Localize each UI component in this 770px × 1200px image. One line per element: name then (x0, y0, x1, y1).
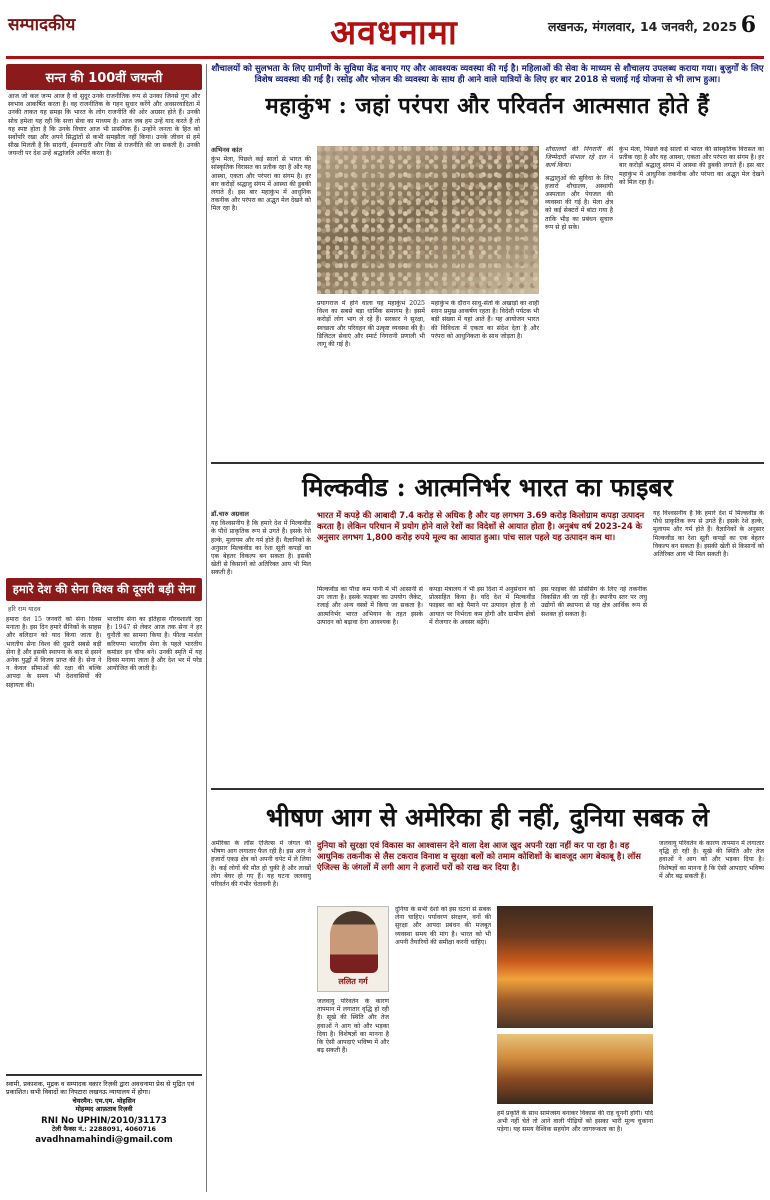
milkweed-col-3: कपड़ा मंत्रालय ने भी इस दिशा में अनुसंधान को प्रोत्साहित किया है। यदि देश में मिल्कवीड फाइबर का बड़े पैमाने पर उत्पादन होता है तो आयात पर निर्भरता कम होगी और ग्रामीण क्षेत्रों में रोजगार के अवसर बढ़ेंगे। (429, 586, 535, 626)
milkweed-col-1 (211, 510, 311, 785)
column-divider (206, 64, 207, 1192)
masthead (6, 6, 764, 66)
imprint-phone: टेली फैक्स नं.: 2288091, 4060716 (51, 1125, 156, 1134)
mahakumbh-byline: अभिनव कांत (211, 146, 243, 154)
imprint-chairman: चेयरमैन: एम.एम. मोहसिन (72, 1096, 136, 1105)
mahakumbh-col-2: प्रयागराज में होने वाला यह महाकुंभ 2025 विश्व का सबसे बड़ा धार्मिक समागम है। इसमें करोड़ों लोग भाग ले रहे हैं। सरकार ने सुरक्षा, स्वच्छता और परिवहन की उत्कृष्ट व्यवस्था की है। डिजिटल सेवाएं और स्मार्ट निगरानी प्रणाली भी लागू की गई है। (317, 300, 425, 349)
imprint-text: स्वामी, प्रकाशक, मुद्रक व सम्पादक वक़ार रिज़वी द्वारा अवधनामा प्रेस से मुद्रित एवं प्रकाशित। सभी विवादों का निपटारा लखनऊ न्यायालय में होगा। (6, 1080, 195, 1097)
mahakumbh-col-4-text: श्रद्धालुओं की सुविधा के लिए हजारों शौचालय, अस्थायी अस्पताल और पेयजल की व्यवस्था की गई है। मेला क्षेत्र को कई सेक्टरों में बांटा गया है ताकि भीड़ का प्रबंधन सुचारु रूप से हो सके। (545, 174, 613, 231)
army-article-byline: हरि राम यादव (8, 605, 41, 613)
newspaper-logo (264, 6, 524, 56)
rni-number: RNI No UPHIN/2010/31173 (41, 1115, 167, 1126)
milkweed-byline: डॉ.चारु अग्रवाल (211, 510, 249, 518)
author-box (317, 906, 389, 992)
wildfire-col-2: जलवायु परिवर्तन के कारण तापमान में लगातार वृद्धि हो रही है। सूखे की स्थिति और तेज हवाओं ने आग को और भड़का दिया है। विशेषज्ञों का मानना है कि ऐसी आपदाएं भविष्य में और बढ़ सकती हैं। (317, 998, 389, 1055)
left-column (6, 64, 202, 1192)
milkweed-dek: भारत में कपड़े की आबादी 7.4 करोड़ से अधिक है और यह लगभग 3.69 करोड़ किलोग्राम कपड़ा उत्पादन करता है। लेकिन परिधान में प्रयोग होने वाले रेशों का विदेशों से आयात होता है। अनुबंध वर्ष 2023-24 के अनुसार लगभग 1,800 करोड़ रुपये मूल्य का आयात हुआ। पांच साल पहले यह उत्पादन कम था। (317, 510, 645, 542)
mahakumbh-dek: शौचालयों को सुलभता के लिए ग्रामीणों के सुविधा केंद्र बनाए गए और आवश्यक व्यवस्था की गई है। महिलाओं की सेवा के माध्यम से शौचालय उपलब्ध कराया गया। बुजुर्गों के लिए विशेष व्यवस्था की गई है। रसोइ और भोजन की व्यवस्था के साथ ही आने वाले यात्रियों के लिए हर बार 2018 से चलाई गई योजना से भी लाभ हुआ। (211, 64, 764, 85)
mahakumbh-story (211, 64, 764, 462)
wildfire-col-1: अमेरिका के लॉस एंजिल्स में जंगल की भीषण आग लगातार फैल रही है। इस आग ने हजारों एकड़ क्षेत्र को अपनी चपेट में ले लिया है। कई लोगों की मौत हो चुकी है और लाखों लोग बेघर हो गए हैं। यह घटना जलवायु परिवर्तन की गंभीर चेतावनी है। (211, 840, 311, 889)
lead-editorial-body: आज जो कल जन्म आज है वो सुदूर उनके राजनीतिक रूप से उनका जिनसे गुण और स्वभाव आकर्षित करता है। वह राजनीतिक के गहन सुधार करेंगे और अवसरवादिता में उनकी ताकत यह समझ कि भारत के लोग राजनीति की ओर अग्रसर होते हैं। उनकी सोच हमेशा यह रही कि सत्ता सेवा का माध्यम है। आज जब हम उन्हें याद करते हैं तो यह स्पष्ट होता है कि उनके विचार आज भी प्रासंगिक हैं। उन्होंने जनता के हित को सर्वोपरि रखा और अपने सिद्धांतों से कभी समझौता नहीं किया। उनके जीवन से हमें सीख मिलती है कि सादगी, ईमानदारी और निष्ठा से राजनीति की जा सकती है। उनकी जयन्ती पर देश उन्हें श्रद्धांजलि अर्पित करता है। (8, 93, 200, 158)
wildfire-photo-1 (497, 906, 653, 1028)
milkweed-headline: मिल्कवीड : आत्मनिर्भर भारत का फाइबर (302, 473, 673, 502)
author-photo (330, 911, 378, 973)
mahakumbh-col-1 (211, 146, 311, 458)
mahakumbh-col-3: महाकुंभ के दौरान साधु-संतों के अखाड़ों का शाही स्नान प्रमुख आकर्षण रहता है। विदेशी पर्यटक भी बड़ी संख्या में यहां आते हैं। यह आयोजन भारत की विविधता में एकता का संदेश देता है और परंपरा को आधुनिकता के साथ जोड़ता है। (431, 300, 539, 340)
mahakumbh-headline: महाकुंभ : जहां परंपरा और परिवर्तन आत्मसात होते हैं (265, 93, 710, 119)
wildfire-col-3: दुनिया के सभी देशों को इस घटना से सबक लेना चाहिए। पर्यावरण संरक्षण, वनों की सुरक्षा और आपदा प्रबंधन की मजबूत व्यवस्था समय की मांग है। भारत को भी अपनी तैयारियों की समीक्षा करनी चाहिए। (395, 906, 491, 946)
masthead-rule (6, 56, 764, 59)
lead-editorial-title: सन्त की 100वीं जयन्ती (6, 64, 202, 90)
wildfire-photo-2 (497, 1034, 653, 1104)
mahakumbh-col-1-text: कुंभ मेला, पिछले कई सालों से भारत की सांस्कृतिक विरासत का प्रतीक रहा है और यह आस्था, एकता और परंपरा का संगम है। हर बार करोड़ों श्रद्धालु संगम में आस्था की डुबकी लगाते हैं। इस बार महाकुंभ में आधुनिक तकनीक और परंपरा का अद्भुत मेल देखने को मिल रहा है। (211, 156, 311, 213)
section-title: सम्पादकीय (8, 15, 76, 35)
army-article-title: हमारे देश की सेना विश्व की दूसरी बड़ी सेना (6, 578, 202, 601)
wildfire-col-4: हमें प्रकृति के साथ सामंजस्य बनाकर विकास की राह चुननी होगी। यदि अभी नहीं चेते तो आने वाली पीढ़ियों को इसका भारी मूल्य चुकाना पड़ेगा। यह समय वैश्विक सहयोग और जागरूकता का है। (497, 1110, 653, 1134)
wildfire-col-5: जलवायु परिवर्तन के कारण तापमान में लगातार वृद्धि हो रही है। सूखे की स्थिति और तेज हवाओं ने आग को और भड़का दिया है। विशेषज्ञों का मानना है कि ऐसी आपदाएं भविष्य में और बढ़ सकती हैं। (659, 840, 764, 880)
army-article (6, 578, 202, 1036)
mahakumbh-col-4 (545, 146, 613, 458)
wildfire-dek: दुनिया को सुरक्षा एवं विकास का आश्वासन देने वाला देश आज खुद अपनी रक्षा नहीं कर पा रहा है। वह आधुनिक तकनीक से लैस टकराव विनाश व सुरक्षा बलों को तमाम कोशिशों के बावजूद आग बेकाबू है। लॉस एंजिल्स के जंगलों में लगी आग ने हजारों घरों को राख कर दिया है। (317, 840, 641, 872)
author-name: ललित गर्ग (338, 977, 368, 986)
milkweed-story (211, 462, 764, 787)
kumbh-crowd-photo (317, 146, 539, 294)
page-number: 6 (740, 12, 756, 38)
imprint (6, 1074, 202, 1145)
milkweed-col-4: इस फाइबर की प्रोसेसिंग के लिए नई तकनीक विकसित की जा रही है। स्थानीय स्तर पर लघु उद्योगों की स्थापना से यह क्षेत्र आर्थिक रूप से सशक्त हो सकता है। (541, 586, 647, 618)
logo-text: अवधनामा (330, 13, 458, 53)
main-area (211, 64, 764, 1192)
mahakumbh-caption: शौचालयों की निगरानी की जिम्मेदारी संभाल रहे दल ने कार्य किया। (545, 146, 613, 170)
mahakumbh-col-5: कुंभ मेला, पिछले कई सालों से भारत की सांस्कृतिक विरासत का प्रतीक रहा है और यह आस्था, एकता और परंपरा का संगम है। हर बार करोड़ों श्रद्धालु संगम में आस्था की डुबकी लगाते हैं। इस बार महाकुंभ में आधुनिक तकनीक और परंपरा का अद्भुत मेल देखने को मिल रहा है। (619, 146, 764, 186)
milkweed-col-1-text: यह विश्वसनीय है कि हमारे देश में मिल्कवीड के पौधे प्राकृतिक रूप से उगते हैं। इसके रेशे हल्के, मुलायम और गर्म होते हैं। वैज्ञानिकों के अनुसार मिल्कवीड का रेशा सूती कपड़ों का एक बेहतर विकल्प बन सकता है। इसकी खेती से किसानों को अतिरिक्त आय भी मिल सकती है। (211, 520, 311, 577)
milkweed-col-5: यह विश्वसनीय है कि हमारे देश में मिल्कवीड के पौधे प्राकृतिक रूप से उगते हैं। इसके रेशे हल्के, मुलायम और गर्म होते हैं। वैज्ञानिकों के अनुसार मिल्कवीड का रेशा सूती कपड़ों का एक बेहतर विकल्प बन सकता है। इसकी खेती से किसानों को अतिरिक्त आय भी मिल सकती है। (653, 510, 764, 559)
wildfire-story (211, 788, 764, 1192)
dateline: लखनऊ, मंगलवार, 14 जनवरी, 2025 (548, 19, 738, 34)
wildfire-headline: भीषण आग से अमेरिका ही नहीं, दुनिया सबक ले (265, 803, 710, 832)
newspaper-page (6, 6, 764, 1194)
imprint-managing: मोहम्मद आफ़ताब रिज़वी (75, 1105, 133, 1114)
army-article-col-1: हमारा देश 15 जनवरी को सेना दिवस मनाता है। इस दिन हमारे सैनिकों के साहस और बलिदान को याद किया जाता है। भारतीय सेना विश्व की दूसरी सबसे बड़ी सेना है और इसकी स्थापना के बाद से इसने अनेक युद्धों में विजय प्राप्त की है। सेना ने न केवल सीमाओं की रक्षा की बल्कि आपदा के समय भी देशवासियों की सहायता की। (6, 616, 102, 689)
army-article-col-2: भारतीय सेना का इतिहास गौरवशाली रहा है। 1947 से लेकर आज तक सेना ने हर चुनौती का सामना किया है। फील्ड मार्शल करियप्पा भारतीय सेना के पहले भारतीय कमांडर इन चीफ बने। उनकी स्मृति में यह दिवस मनाया जाता है और देश भर में परेड आयोजित की जाती है। (106, 616, 202, 673)
milkweed-col-2: मिल्कवीड का पौधा कम पानी में भी आसानी से उग जाता है। इसके फाइबर का उपयोग जैकेट, रजाई और अन्य वस्त्रों में किया जा सकता है। आत्मनिर्भर भारत अभियान के तहत इसके उत्पादन को बढ़ावा देना आवश्यक है। (317, 586, 423, 626)
imprint-email: avadhnamahindi@gmail.com (35, 1135, 173, 1146)
